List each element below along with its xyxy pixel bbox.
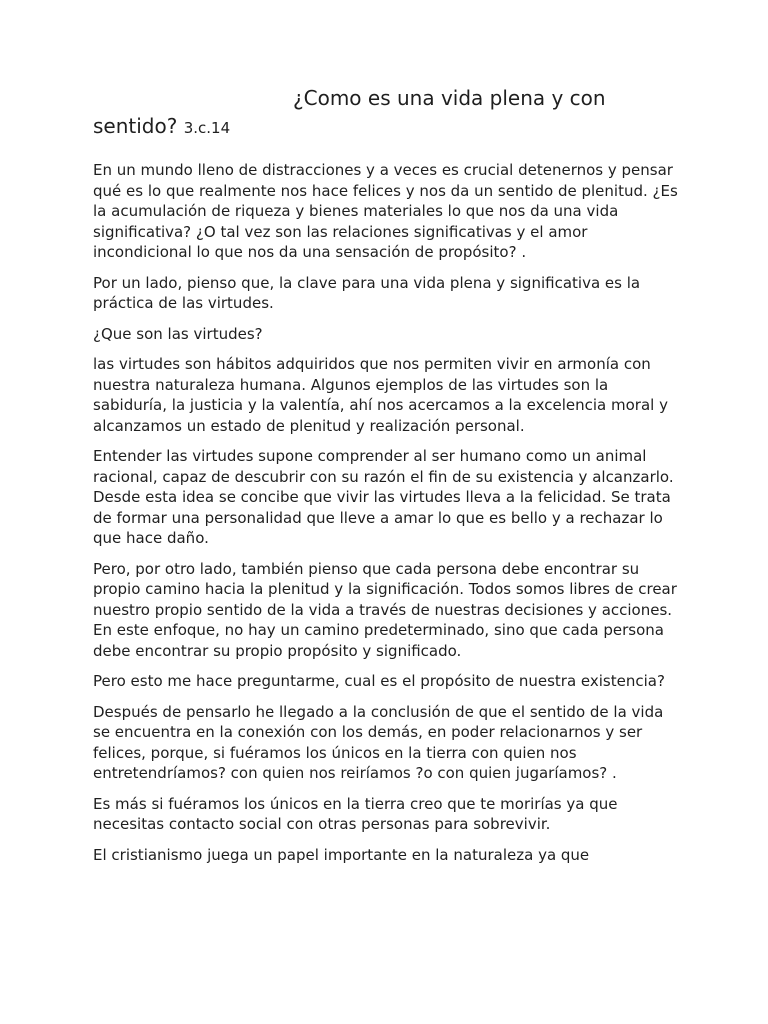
paragraph: Por un lado, pienso que, la clave para una vida plena y significativa es la práctica de las virtudes. <box>93 273 641 312</box>
paragraph: las virtudes son hábitos adquiridos que nos permiten vivir en armonía con nuestra naturaleza humana. Algunos ejemplos de las virtudes son la sabiduría, la justicia y la valentía, ahí nos acercamos a la excelencia moral y alcanzamos un estado de plenitud y realización personal. <box>93 355 668 435</box>
paragraph: Pero esto me hace preguntarme, cual es el propósito de nuestra existencia? <box>93 672 665 690</box>
document-title-text: ¿Como es una vida plena y con sentido? <box>93 86 606 138</box>
paragraph: El cristianismo juega un papel importante en la naturaleza ya que <box>93 845 590 864</box>
paragraph: Después de pensarlo he llegado a la conclusión de que el sentido de la vida se encuentra en la conexión con los demás, en poder relacionarnos y ser felices, porque, si fuéramos los únicos en la tierra con quien nos entretendríamos? con quien nos reiríamos ?o con quien jugaríamos? . <box>93 702 664 782</box>
paragraph: ¿Que son las virtudes? <box>93 324 263 343</box>
document-body <box>93 84 683 875</box>
paragraph: Entender las virtudes supone comprender al ser humano como un animal racional, capaz de descubrir con su razón el fin de su existencia y alcanzarlo. Desde esta idea se concibe que vivir las virtudes lleva a la felicidad. Se trata de formar una personalidad que lleve a amar lo que es bello y a rechazar lo que hace daño. <box>93 447 674 547</box>
paragraph: Es más si fuéramos los únicos en la tierra creo que te morirías ya que necesitas contacto social con otras personas para sobrevivir. <box>93 794 618 833</box>
paragraph: Pero, por otro lado, también pienso que cada persona debe encontrar su propio camino hacia la plenitud y la significación. Todos somos libres de crear nuestro propio sentido de la vida a través de nuestras decisiones y acciones. En este enfoque, no hay un camino predeterminado, sino que cada persona debe encontrar su propio propósito y significado. <box>93 559 677 660</box>
paragraph: En un mundo lleno de distracciones y a veces es crucial detenernos y pensar qué es lo que realmente nos hace felices y nos da un sentido de plenitud. ¿Es la acumulación de riqueza y bienes materiales lo que nos da una vida significativa? ¿O tal vez son las relaciones significativas y el amor incondicional lo que nos da una sensación de propósito? . <box>93 161 678 261</box>
document-title-code: 3.c.14 <box>183 119 231 137</box>
document-title <box>93 84 683 142</box>
